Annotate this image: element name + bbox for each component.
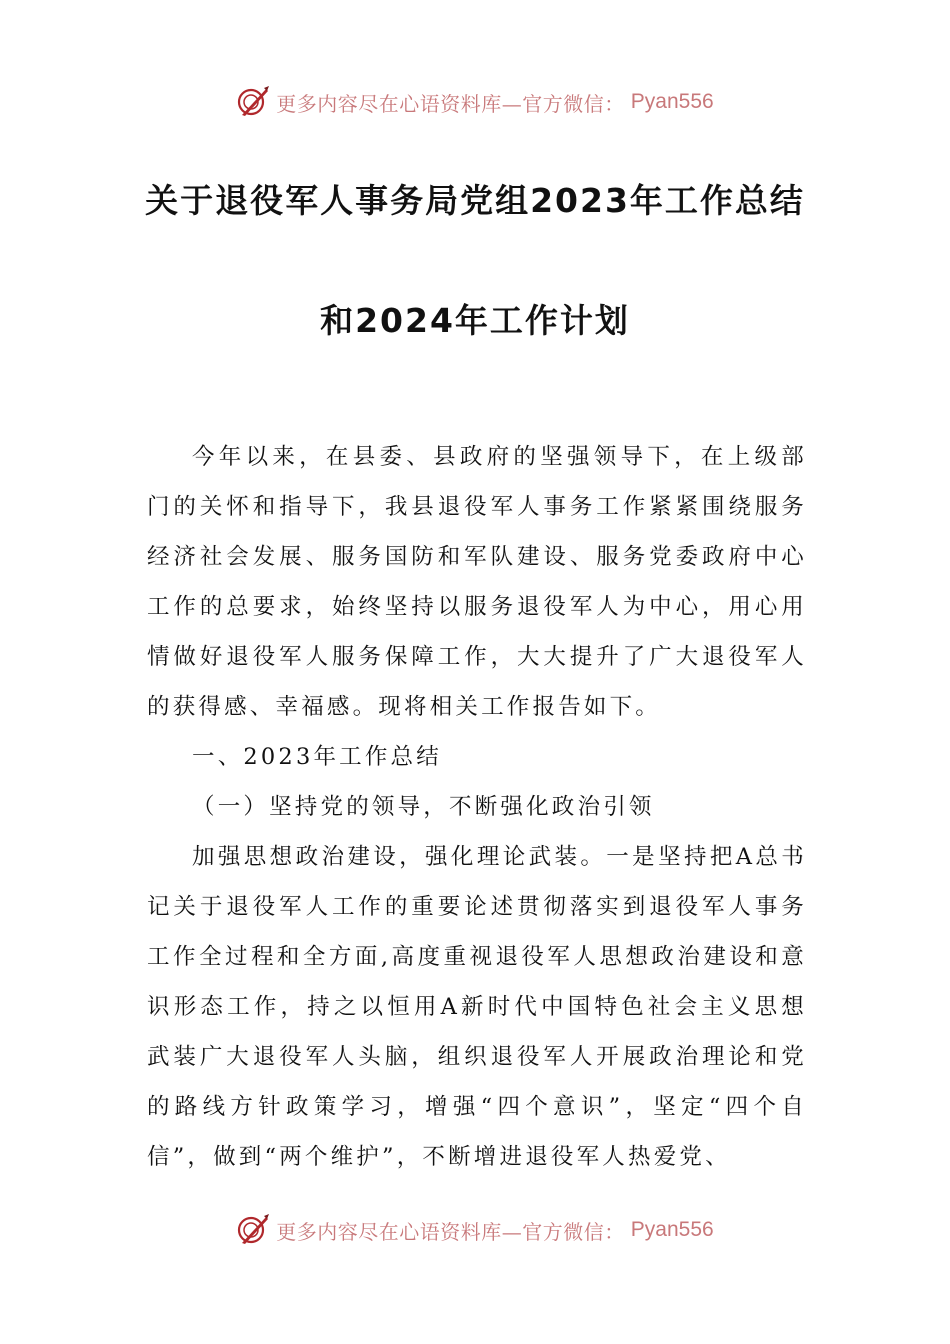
watermark-text: 更多内容尽在心语资料库—官方微信：: [276, 1219, 625, 1244]
subsection-heading: （一）坚持党的领导，不断强化政治引领: [192, 794, 655, 820]
document-title-line2: 和2024年工作计划: [320, 301, 630, 340]
watermark-wechat-id: Pyan556: [630, 1218, 714, 1241]
document-title-line1: 关于退役军人事务局党组2023年工作总结: [145, 181, 805, 220]
section-heading: 一、2023年工作总结: [192, 744, 442, 770]
body-paragraph: 加强思想政治建设，强化理论武装。一是坚持把A总书记关于退役军人工作的重要论述贯彻落实到退役军人事务工作全过程和全方面,高度重视退役军人思想政治建设和意识形态工作，持之以恒用A新时代中国特色社会主义思想武装广大退役军人头脑，组织退役军人开展政治理论和党的路线方针政策学习，增强“四个意识”，坚定“四个自信”，做到“两个维护”，不断增进退役军人热爱党、: [147, 844, 807, 1170]
document-body: [147, 432, 807, 1182]
watermark-text: 更多内容尽在心语资料库—官方微信：: [276, 91, 625, 116]
watermark-footer: [0, 1210, 950, 1250]
watermark-wechat-id: Pyan556: [630, 90, 714, 113]
pen-logo-icon: [236, 85, 270, 119]
watermark-header: [0, 82, 950, 122]
intro-paragraph: 今年以来，在县委、县政府的坚强领导下，在上级部门的关怀和指导下，我县退役军人事务工作紧紧围绕服务经济社会发展、服务国防和军队建设、服务党委政府中心工作的总要求，始终坚持以服务退役军人为中心，用心用情做好退役军人服务保障工作，大大提升了广大退役军人的获得感、幸福感。现将相关工作报告如下。: [147, 444, 807, 720]
pen-logo-icon: [236, 1213, 270, 1247]
